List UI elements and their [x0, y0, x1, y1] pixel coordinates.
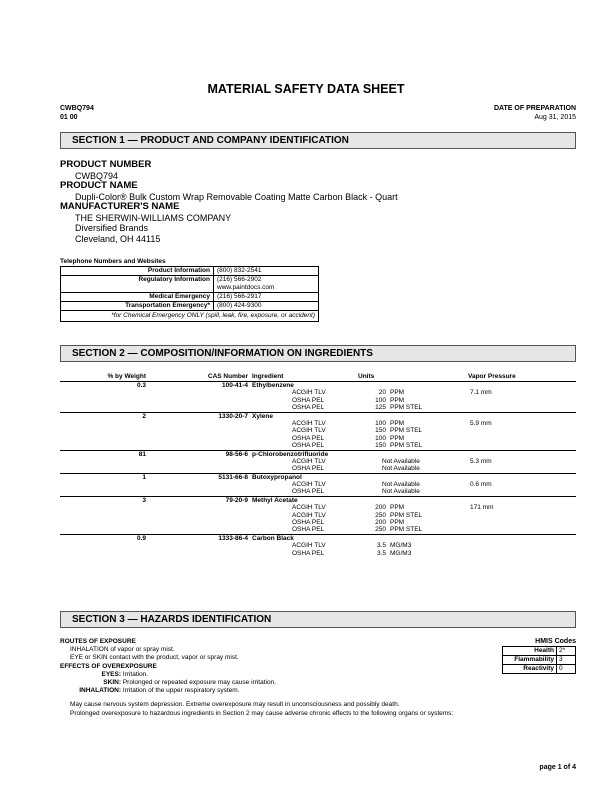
vapor-pressure-cell: 5.3 mm — [470, 457, 492, 465]
ingredient-cell: Ethylbenzene — [252, 382, 294, 389]
limit-value: 100 — [375, 419, 386, 427]
product-code: CWBQ794 — [60, 105, 94, 112]
limit-value: Not Available — [382, 457, 420, 465]
cas-cell: 5131-66-8 — [218, 473, 248, 481]
effect-value: Prolonged or repeated exposure may cause irritation. — [122, 679, 277, 687]
exposure-limit-row — [60, 504, 576, 511]
hazard-paragraph: May cause nervous system depression. Extreme overexposure may result in unconsciousness and possibly death. — [70, 701, 400, 709]
phone-value: (216) 566-2917 — [214, 293, 319, 302]
limit-type: OSHA PEL — [292, 549, 325, 557]
phone-number: (216) 566-2902 — [217, 276, 262, 283]
exposure-limit-row — [60, 481, 576, 488]
exposure-limit-row — [60, 465, 576, 472]
phone-label: Product Information — [61, 267, 214, 276]
hmis-title: HMIS Codes — [535, 638, 576, 645]
hmis-value: 2* — [557, 647, 576, 656]
limit-type: ACGIH TLV — [292, 542, 326, 550]
table-row — [503, 647, 576, 656]
effect-label: SKIN: — [103, 679, 121, 687]
limit-value: 150 — [375, 442, 386, 450]
limit-value: 150 — [375, 427, 386, 435]
col-ingredient: Ingredient — [252, 373, 284, 380]
vapor-pressure-cell: 5.9 mm — [470, 419, 492, 427]
limit-value: 3.5 — [376, 542, 386, 550]
phone-value: (800) 424-9300 — [214, 302, 319, 311]
limit-type: OSHA PEL — [292, 465, 325, 473]
effect-label: EYES: — [101, 670, 121, 678]
manufacturer-label: MANUFACTURER'S NAME — [60, 201, 180, 212]
weight-cell: 3 — [142, 496, 146, 504]
ingredient-cell: Methyl Acetate — [252, 496, 298, 504]
hmis-value: 0 — [557, 665, 576, 674]
col-units: Units — [358, 373, 375, 380]
exposure-limit-row — [60, 519, 576, 526]
product-name-label: PRODUCT NAME — [60, 180, 138, 191]
section-1-heading: SECTION 1 — PRODUCT AND COMPANY IDENTIFICATION — [60, 132, 576, 149]
table-row — [503, 665, 576, 674]
section-2-heading: SECTION 2 — COMPOSITION/INFORMATION ON INGREDIENTS — [60, 345, 576, 362]
limit-unit: PPM STEL — [390, 442, 423, 450]
limit-type: ACGIH TLV — [292, 481, 326, 489]
ingredient-row — [60, 382, 576, 389]
hazards-text — [60, 638, 453, 718]
ingredient-row — [60, 496, 576, 504]
effect-label: INHALATION: — [79, 687, 121, 695]
preparation-date: Aug 31, 2015 — [534, 113, 576, 121]
limit-type: ACGIH TLV — [292, 389, 326, 397]
manufacturer-line: Cleveland, OH 44115 — [75, 233, 161, 244]
ingredient-row — [60, 450, 576, 458]
col-weight: % by Weight — [107, 373, 146, 380]
limit-value: 125 — [375, 404, 386, 412]
effect-value: Irritation. — [122, 670, 149, 678]
preparation-date-header — [494, 105, 576, 122]
document-title: MATERIAL SAFETY DATA SHEET — [207, 82, 405, 96]
effect-line — [60, 679, 453, 687]
limit-type: ACGIH TLV — [292, 419, 326, 427]
manufacturer-line: Diversified Brands — [75, 223, 149, 233]
weight-cell: 0.9 — [136, 534, 146, 542]
hmis-label: Flammability — [503, 656, 557, 665]
revision-code: 01 00 — [60, 113, 78, 121]
ingredient-cell: Carbon Black — [252, 534, 294, 542]
limit-type: ACGIH TLV — [292, 511, 326, 519]
limit-value: Not Available — [382, 488, 420, 496]
weight-cell: 1 — [142, 473, 146, 481]
cas-cell: 1333-86-4 — [218, 534, 248, 542]
limit-unit: PPM STEL — [390, 511, 423, 519]
exposure-limit-row — [60, 389, 576, 396]
cas-cell: 100-41-4 — [221, 382, 248, 389]
weight-cell: 0.3 — [136, 382, 146, 389]
limit-unit: PPM STEL — [390, 404, 423, 412]
exposure-limit-row — [60, 526, 576, 533]
exposure-limit-row — [60, 404, 576, 411]
hmis-label: Reactivity — [503, 665, 557, 674]
table-row — [61, 311, 319, 322]
weight-cell: 2 — [142, 412, 146, 420]
effects-label: EFFECTS OF OVEREXPOSURE — [60, 662, 157, 670]
product-code-header — [60, 105, 94, 122]
cas-cell: 98-56-6 — [225, 450, 248, 458]
limit-type: OSHA PEL — [292, 526, 325, 534]
table-row — [61, 276, 319, 293]
limit-type: ACGIH TLV — [292, 457, 326, 465]
limit-unit: PPM — [390, 396, 405, 404]
limit-value: 100 — [375, 434, 386, 442]
website-link[interactable]: www.paintdocs.com — [217, 284, 275, 291]
limit-value: 200 — [375, 519, 386, 527]
hmis-table — [502, 646, 576, 674]
routes-label: ROUTES OF EXPOSURE — [60, 638, 136, 645]
limit-type: OSHA PEL — [292, 442, 325, 450]
emergency-note: *for Chemical Emergency ONLY (spill, leak, fire, exposure, or accident) — [61, 311, 319, 322]
phone-label: Medical Emergency — [61, 293, 214, 302]
exposure-limit-row — [60, 488, 576, 495]
col-cas: CAS Number — [207, 373, 248, 380]
limit-unit: PPM — [390, 434, 405, 442]
telephone-table — [60, 266, 319, 322]
col-vapor-pressure: Vapor Pressure — [468, 373, 516, 380]
table-row — [61, 293, 319, 302]
ingredient-row — [60, 534, 576, 542]
hmis-value: 3 — [557, 656, 576, 665]
limit-value: 200 — [375, 504, 386, 512]
hmis-label: Health — [503, 647, 557, 656]
route-line: INHALATION of vapor or spray mist. — [70, 646, 175, 654]
manufacturer-line: THE SHERWIN-WILLIAMS COMPANY — [75, 212, 232, 223]
effect-line — [60, 687, 453, 695]
limit-unit: MG/M3 — [390, 549, 412, 557]
exposure-limit-row — [60, 550, 576, 557]
phone-label: Regulatory Information — [61, 276, 214, 293]
phone-value — [214, 276, 319, 293]
vapor-pressure-cell: 0.6 mm — [470, 481, 492, 489]
limit-unit: PPM — [390, 504, 405, 512]
limit-type: ACGIH TLV — [292, 427, 326, 435]
vapor-pressure-cell: 7.1 mm — [470, 389, 492, 397]
page-number: page 1 of 4 — [539, 764, 576, 771]
limit-type: OSHA PEL — [292, 396, 325, 404]
ingredient-cell: Butoxypropanol — [252, 473, 302, 481]
limit-value: 3.5 — [376, 549, 386, 557]
limit-value: 250 — [375, 526, 386, 534]
limit-value: 100 — [375, 396, 386, 404]
hazard-paragraph: Prolonged overexposure to hazardous ingredients in Section 2 may cause adverse chronic effects to the following organs or systems: — [70, 709, 454, 717]
limit-unit: PPM — [390, 419, 405, 427]
table-row — [503, 656, 576, 665]
limit-type: OSHA PEL — [292, 519, 325, 527]
limit-unit: PPM — [390, 389, 405, 397]
limit-type: OSHA PEL — [292, 404, 325, 412]
ingredient-row — [60, 473, 576, 481]
limit-unit: PPM — [390, 519, 405, 527]
product-name: Dupli-Color® Bulk Custom Wrap Removable Coating Matte Carbon Black - Quart — [75, 191, 398, 202]
phone-value: (800) 832-2541 — [214, 267, 319, 276]
exposure-limit-row — [60, 435, 576, 442]
cas-cell: 79-20-9 — [225, 496, 248, 504]
exposure-limit-row — [60, 420, 576, 427]
section-3-heading: SECTION 3 — HAZARDS IDENTIFICATION — [60, 611, 576, 628]
composition-table — [60, 373, 576, 557]
ingredient-cell: Xylene — [252, 412, 273, 420]
limit-value: Not Available — [382, 465, 420, 473]
exposure-limit-row — [60, 512, 576, 519]
limit-type: OSHA PEL — [292, 434, 325, 442]
exposure-limit-row — [60, 427, 576, 434]
limit-unit: MG/M3 — [390, 542, 412, 550]
weight-cell: 81 — [138, 450, 146, 458]
preparation-label: DATE OF PREPARATION — [493, 105, 576, 112]
effect-line — [60, 671, 453, 679]
exposure-limit-row — [60, 397, 576, 404]
ingredient-row — [60, 412, 576, 420]
composition-header-row — [60, 373, 576, 382]
vapor-pressure-cell: 171 mm — [470, 504, 494, 512]
exposure-limit-row — [60, 442, 576, 449]
limit-value: 20 — [378, 389, 386, 397]
limit-unit: PPM STEL — [390, 526, 423, 534]
limit-type: ACGIH TLV — [292, 504, 326, 512]
table-row — [61, 267, 319, 276]
cas-cell: 1330-20-7 — [218, 412, 248, 420]
telephone-title: Telephone Numbers and Websites — [60, 258, 166, 265]
limit-unit: PPM STEL — [390, 427, 423, 435]
product-number: CWBQ794 — [75, 170, 119, 181]
product-identification — [60, 160, 398, 244]
phone-label: Transportation Emergency* — [61, 302, 214, 311]
exposure-limit-row — [60, 542, 576, 549]
limit-value: Not Available — [382, 481, 420, 489]
exposure-limit-row — [60, 458, 576, 465]
product-number-label: PRODUCT NUMBER — [60, 159, 152, 170]
ingredient-cell: p-Chlorobenzotrifluoride — [252, 450, 329, 458]
effect-value: Irritation of the upper respiratory system. — [122, 687, 240, 695]
limit-type: OSHA PEL — [292, 488, 325, 496]
table-row — [61, 302, 319, 311]
route-line: EYE or SKIN contact with the product, vapor or spray mist. — [70, 654, 239, 662]
limit-value: 250 — [375, 511, 386, 519]
